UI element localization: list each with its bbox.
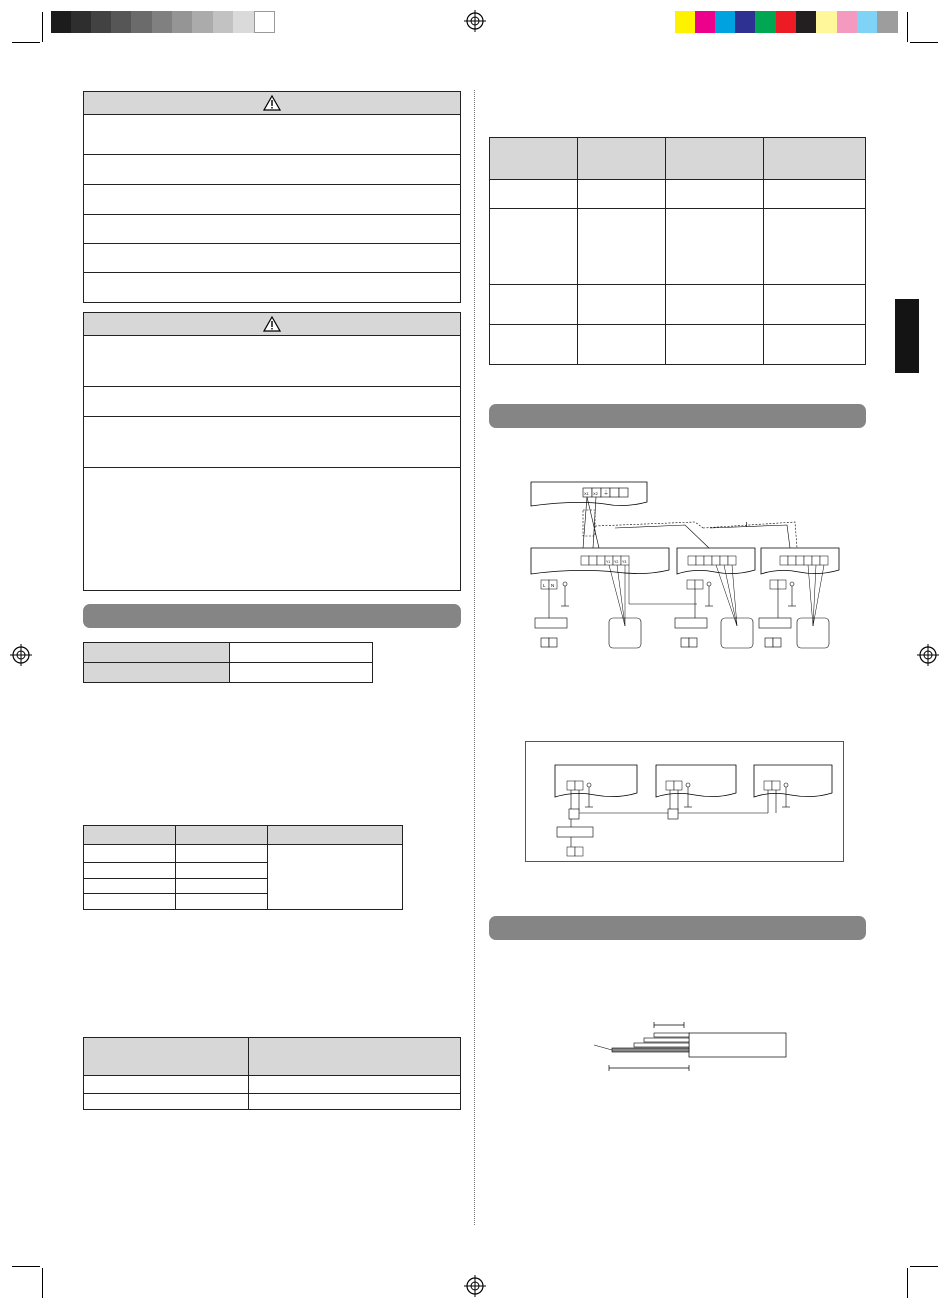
table-row [84,1076,461,1094]
specification-table [489,137,866,365]
table-cell [490,285,578,325]
table-cell [666,285,764,325]
warning-item [84,244,460,273]
color-swatch [816,11,837,33]
table-cell [84,878,176,894]
section-header-bar [489,916,866,940]
color-swatch [837,11,857,33]
table-header-cell [578,138,666,180]
caution-item [84,417,460,468]
terminal-label: X1 [584,491,589,496]
crop-mark [12,42,40,43]
table-header-cell [764,138,866,180]
table-header-cell [666,138,764,180]
table-row [84,643,373,663]
table-cell [666,325,764,365]
color-swatch [755,11,776,33]
gray-swatch [192,11,213,33]
table-cell [764,285,866,325]
terminal-label: N [551,583,555,588]
warning-item [84,215,460,244]
caution-box [83,312,461,591]
table-cell [764,180,866,209]
gray-swatch [233,11,254,33]
crop-mark [910,42,938,43]
table-cell [176,862,268,878]
color-swatch [695,11,715,33]
gray-swatch [111,11,131,33]
gray-swatch [91,11,111,33]
table-cell [578,325,666,365]
table-cell [249,1076,461,1094]
table-row [84,845,403,863]
warning-header [84,92,460,115]
gray-swatch [152,11,172,33]
table-cell [578,209,666,285]
remote-terminal-block [583,488,628,497]
terminal-label: Y3 [622,560,627,564]
section-header-bar [489,404,866,428]
crop-mark [910,1266,938,1267]
registration-mark-icon [464,1275,486,1297]
crop-mark [907,12,908,42]
table-cell [490,325,578,365]
warning-item [84,273,460,302]
terminal-label: X2 [593,491,598,496]
column-divider [474,90,475,1225]
svg-text:⏚: ⏚ [603,491,610,497]
table-cell [84,845,176,863]
color-swatch [796,11,816,33]
color-swatch [776,11,796,33]
table-header-cell [176,826,268,845]
gray-swatch [131,11,152,33]
table-cell [578,180,666,209]
table-row [490,209,866,285]
table-cell [84,643,230,663]
color-swatch [857,11,877,33]
table-cell [666,209,764,285]
color-swatch [715,11,735,33]
terminal-label: Y2 [614,560,619,564]
table-cell [176,845,268,863]
warning-triangle-icon [263,316,281,332]
breaker-table [83,1037,461,1110]
table-cell [176,894,268,910]
power-wiring-diagram [525,741,844,862]
registration-mark-icon [10,644,32,666]
language-tab [895,299,919,373]
cable-stripping-illustration [572,1015,792,1075]
svg-text:≀: ≀ [745,520,748,529]
gray-swatch [254,11,275,33]
table-cell [490,209,578,285]
warning-item [84,115,460,155]
table-header-cell [84,826,176,845]
crop-mark [42,12,43,42]
table-cell [764,209,866,285]
caution-header [84,313,460,336]
caution-item [84,468,460,591]
table-cell [490,180,578,209]
crop-mark [12,1266,40,1267]
table-cell [84,862,176,878]
table-row [490,138,866,180]
warning-item [84,185,460,215]
table-cell [84,894,176,910]
warning-item [84,155,460,185]
table-row [490,180,866,209]
table-cell [268,845,403,910]
gray-swatch [51,11,71,33]
table-cell [84,1076,249,1094]
table-header-cell [490,138,578,180]
table-cell [249,1094,461,1110]
wire-size-table [83,825,403,910]
table-cell [176,878,268,894]
caution-item [84,387,460,417]
table-cell [764,325,866,365]
gray-swatch [172,11,192,33]
crop-mark [907,1268,908,1298]
warning-triangle-icon [263,95,281,111]
color-swatch [877,11,898,33]
table-row [84,1038,461,1076]
registration-mark-icon [464,10,486,32]
color-swatch [675,11,695,33]
table-row [84,826,403,845]
table-cell [230,663,373,683]
terminal-label: L [543,583,546,588]
section-header-bar [83,604,461,628]
caution-item [84,336,460,387]
table-row [84,1094,461,1110]
table-cell [84,1094,249,1110]
gray-swatch [213,11,233,33]
table-header-cell [268,826,403,845]
warning-box [83,91,461,303]
wiring-diagram [525,478,845,653]
color-swatch [735,11,755,33]
table-row [490,285,866,325]
spec-table [83,642,373,683]
table-cell [666,180,764,209]
table-row [84,663,373,683]
gray-swatch [71,11,91,33]
table-row [490,325,866,365]
registration-mark-icon [917,644,939,666]
table-cell [84,663,230,683]
table-cell [578,285,666,325]
terminal-label: Y1 [606,560,611,564]
table-cell [230,643,373,663]
crop-mark [42,1268,43,1298]
table-header-cell [84,1038,249,1076]
table-header-cell [249,1038,461,1076]
